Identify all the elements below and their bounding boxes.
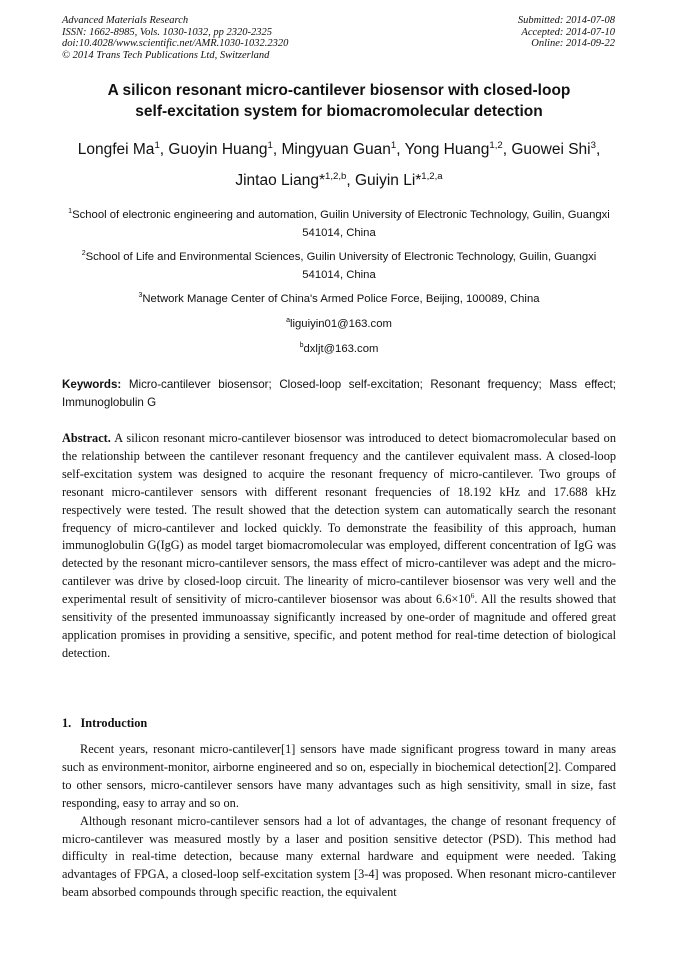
affiliation-text: School of Life and Environmental Sciences, Guilin University of Electronic Technology, Guilin, Guangxi 541014, China <box>85 251 597 281</box>
affiliations <box>62 207 616 366</box>
section-title: Introduction <box>80 716 148 730</box>
affiliation-2 <box>62 249 616 284</box>
author-name: Guowei Shi <box>511 141 591 158</box>
abstract-label: Abstract. <box>62 431 111 445</box>
email-a <box>62 316 616 334</box>
affiliation-text: School of electronic engineering and automation, Guilin University of Electronic Technology, Guilin, Guangxi 541014, China <box>72 209 610 239</box>
email-address: dxljt@163.com <box>303 342 379 355</box>
authors-line-1: Longfei Ma$^1$, Guoyin Huang$^1$, Mingyuan Guan$^1$, Yong Huang$^{1,2}$, Guowei Shi$^3$, <box>77 139 601 158</box>
intro-paragraph-2: Although resonant micro-cantilever sensors had a lot of advantages, the change of resonant frequency of micro-cantilever was measured mostly by a laser and position sensitive detector (PSD). This method had difficulty in real-time detection, because many external hardware and equipment were needed. Taking advantages of FPGA, a closed-loop self-excitation system [3-4] was proposed. When resonant micro-cantilever beam absorbed compounds through specific reaction, the equivalent <box>62 813 616 900</box>
author-affiliation-mark: 3 <box>590 139 596 151</box>
author-name: Yong Huang <box>404 141 490 158</box>
email-b <box>62 341 616 359</box>
author-affiliation-mark: 1,2,a <box>421 170 443 182</box>
abstract-block <box>62 430 616 663</box>
copyright-line: © 2014 Trans Tech Publications Ltd, Switzerland <box>62 49 270 61</box>
affiliation-1 <box>62 207 616 242</box>
authors-line-2: Jintao Liang*$^{1,2,b}$, Guiyin Li*$^{1,2,a}$ <box>235 170 443 189</box>
author-name: Longfei Ma <box>77 141 155 158</box>
section-number: 1. <box>62 716 72 730</box>
author-name: Mingyuan Guan <box>281 141 391 158</box>
issn-line: ISSN: 1662-8985, Vols. 1030-1032, pp 2320-2325 <box>62 26 272 38</box>
author-affiliation-mark: 1,2,b <box>324 170 347 182</box>
section-heading <box>62 716 147 731</box>
author-affiliation-mark: 1 <box>154 139 160 151</box>
affiliation-mark: 2 <box>81 250 86 258</box>
affiliation-mark: 3 <box>138 292 143 300</box>
accepted-date: Accepted: 2014-07-10 <box>521 26 615 38</box>
author-name: Guoyin Huang <box>168 141 268 158</box>
author-name: Guiyin Li* <box>354 172 422 189</box>
email-address: liguiyin01@163.com <box>290 317 392 330</box>
doi-line: doi:10.4028/www.scientific.net/AMR.1030-1032.2320 <box>62 38 289 50</box>
affiliation-text: Network Manage Center of China's Armed Police Force, Beijing, 100089, China <box>142 293 540 305</box>
author-affiliation-mark: 1,2 <box>489 139 503 151</box>
abstract-text-end: . All the results showed that sensitivity of the presented immunoassay significantly increased by one-order of magnitude and offered great application promises in providing a sensitive, specific, and potent method for real-time detection of biological detection. <box>62 592 616 660</box>
author-affiliation-mark: 1 <box>267 139 273 151</box>
abstract-exponent: 6 <box>470 591 475 601</box>
introduction-body <box>62 741 616 902</box>
affiliation-3 <box>62 291 616 309</box>
submitted-date: Submitted: 2014-07-08 <box>517 15 615 26</box>
dates-info <box>518 15 615 50</box>
title-line-2: self-excitation system for biomacromolecular detection <box>135 103 543 120</box>
paper-title <box>62 80 616 122</box>
keywords-block <box>62 376 616 411</box>
journal-info <box>62 15 288 61</box>
online-date: Online: 2014-09-22 <box>531 38 615 50</box>
journal-name: Advanced Materials Research <box>62 15 189 26</box>
author-affiliation-mark: 1 <box>390 139 397 151</box>
email-mark: b <box>299 341 304 349</box>
abstract-text: A silicon resonant micro-cantilever biosensor was introduced to detect biomacromolecular based on the relationship between the cantilever resonant frequency and the cantilever equivalent mass. A closed-loop self-excitation system was designed to acquire the resonant frequency of micro-cantilever. Two groups of resonant micro-cantilever sensors with different resonant frequencies of 18.192 kHz and 17.688 kHz respectively were tested. The result showed that the detection system can automatically search the resonant frequency of micro-cantilever and locked quickly. To demonstrate the feasibility of this approach, human immunoglobulin G(IgG) as model target biomacromolecular was employed, different concentration of IgG was detected by the resonant micro-cantilever sensors, the mass effect of micro-cantilever was adept and the micro-cantilever was drive by closed-loop circuit. The linearity of micro-cantilever biosensor was very well and the experimental result of sensitivity of micro-cantilever biosensor was about 6.6×10 <box>62 431 616 607</box>
title-line-1: A silicon resonant micro-cantilever biosensor with closed-loop <box>107 82 571 99</box>
author-list <box>62 134 616 196</box>
intro-paragraph-1: Recent years, resonant micro-cantilever[1] sensors have made significant progress toward in many areas such as environment-monitor, airborne engineered and so on, especially in biochemical detection[2]. Compared to other sensors, micro-cantilever sensors have many advantages such as high sensitivity, small in size, fast responding, easy to array and so on. <box>62 742 616 810</box>
email-mark: a <box>286 316 290 324</box>
keywords-text: Micro-cantilever biosensor; Closed-loop self-excitation; Resonant frequency; Mass effect; Immunoglobulin G <box>62 378 616 409</box>
affiliation-mark: 1 <box>68 208 73 216</box>
keywords-label: Keywords: <box>62 378 122 391</box>
author-name: Jintao Liang* <box>235 172 325 189</box>
